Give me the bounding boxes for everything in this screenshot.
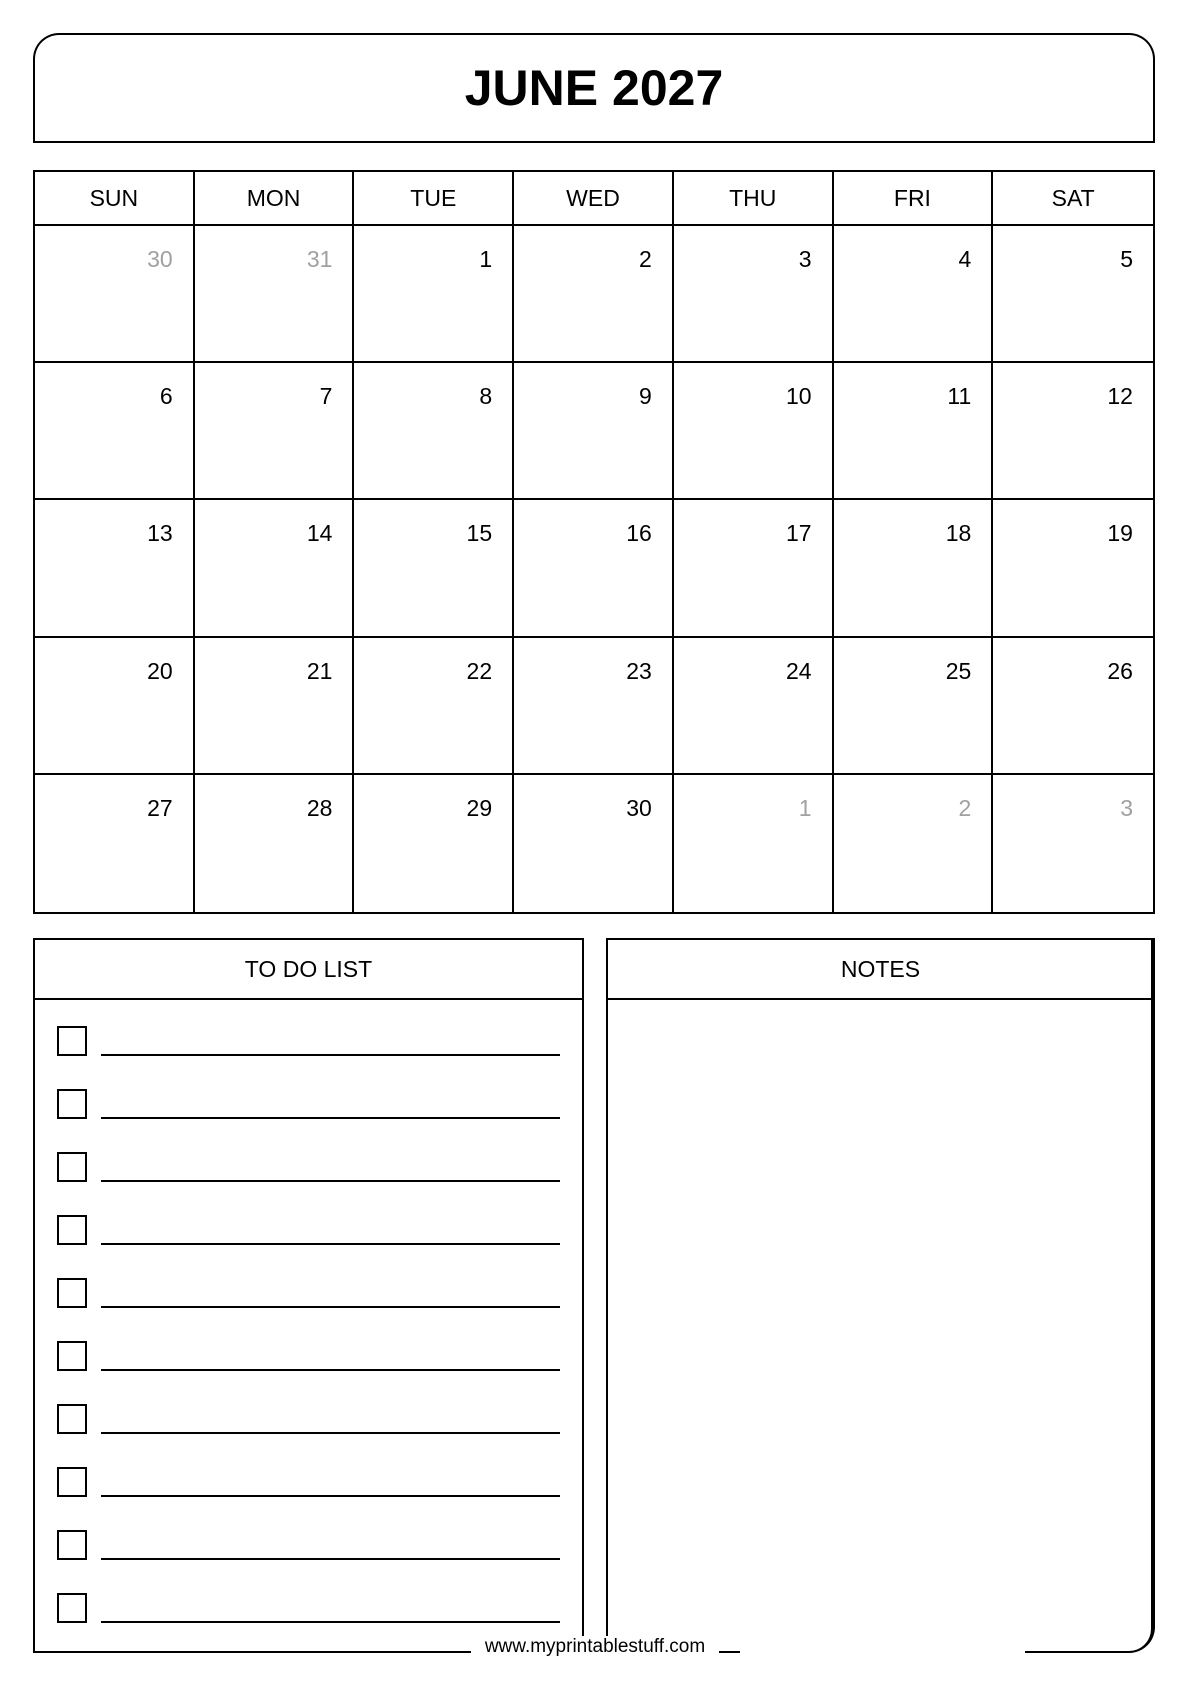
day-number: 9: [639, 383, 652, 410]
todo-write-line[interactable]: [101, 1054, 560, 1056]
day-number: 3: [1120, 794, 1133, 821]
day-number: 22: [466, 657, 493, 684]
weekday-fri: FRI: [834, 172, 994, 224]
weekday-wed: WED: [514, 172, 674, 224]
day-cell[interactable]: [514, 363, 674, 500]
day-cell[interactable]: [35, 363, 195, 500]
todo-write-line[interactable]: [101, 1243, 560, 1245]
day-cell[interactable]: [195, 500, 355, 637]
day-number: 29: [466, 794, 493, 821]
day-cell[interactable]: [514, 226, 674, 363]
day-number: 1: [798, 794, 812, 821]
todo-checkbox[interactable]: [57, 1404, 87, 1434]
day-number: 2: [958, 794, 972, 821]
day-cell[interactable]: [834, 638, 994, 775]
notes-border: [608, 940, 1153, 1653]
day-number: 21: [306, 657, 333, 684]
todo-panel: [33, 938, 584, 1653]
day-number: 2: [639, 246, 652, 272]
todo-write-line[interactable]: [101, 1558, 560, 1560]
day-number: 31: [306, 246, 333, 272]
todo-item: [57, 1026, 560, 1089]
day-number: 1: [479, 246, 493, 272]
day-cell[interactable]: [993, 775, 1153, 912]
day-cell[interactable]: [834, 775, 994, 912]
weekday-mon: MON: [195, 172, 355, 224]
todo-write-line[interactable]: [101, 1369, 560, 1371]
day-cell[interactable]: [35, 638, 195, 775]
day-cell[interactable]: [993, 500, 1153, 637]
todo-item: [57, 1467, 560, 1530]
day-number: 6: [159, 383, 173, 410]
todo-item: [57, 1089, 560, 1152]
day-number: 10: [785, 383, 812, 410]
todo-checkbox[interactable]: [57, 1278, 87, 1308]
todo-checkbox[interactable]: [57, 1530, 87, 1560]
title-box: [33, 33, 1155, 143]
day-number: 30: [626, 794, 652, 821]
todo-write-line[interactable]: [101, 1117, 560, 1119]
day-cell[interactable]: [674, 226, 834, 363]
todo-item: [57, 1215, 560, 1278]
footer-url: www.myprintablestuff.com: [471, 1636, 719, 1657]
day-number: 14: [306, 520, 333, 547]
day-number: 7: [319, 383, 333, 410]
day-cell[interactable]: [834, 226, 994, 363]
day-cell[interactable]: [674, 638, 834, 775]
todo-item: [57, 1530, 560, 1593]
day-cell[interactable]: [195, 363, 355, 500]
day-number: 27: [147, 794, 173, 821]
day-number: 16: [626, 520, 652, 547]
todo-write-line[interactable]: [101, 1621, 560, 1623]
weekday-sat: SAT: [1051, 184, 1095, 211]
day-number: 8: [479, 383, 493, 410]
weekday-sun: SUN: [35, 172, 195, 224]
day-cell[interactable]: [674, 775, 834, 912]
day-cell[interactable]: [993, 363, 1153, 500]
day-cell[interactable]: [354, 226, 514, 363]
notes-title: NOTES: [608, 940, 1153, 1000]
day-number: 4: [958, 246, 972, 272]
todo-list: [57, 1026, 560, 1656]
day-number: 24: [785, 657, 812, 684]
todo-item: [57, 1152, 560, 1215]
day-cell[interactable]: [195, 775, 355, 912]
todo-item: [57, 1341, 560, 1404]
day-number: 13: [147, 520, 173, 547]
day-number: 12: [1107, 383, 1133, 410]
day-cell[interactable]: [834, 500, 994, 637]
day-cell[interactable]: [35, 226, 195, 363]
day-number: 17: [785, 520, 812, 547]
todo-checkbox[interactable]: [57, 1026, 87, 1056]
day-number: 15: [466, 520, 493, 547]
day-number: 19: [1107, 520, 1133, 547]
day-number: 30: [147, 246, 173, 272]
todo-title: TO DO LIST: [35, 940, 582, 1000]
day-cell[interactable]: [35, 775, 195, 912]
todo-checkbox[interactable]: [57, 1089, 87, 1119]
day-cell[interactable]: [354, 775, 514, 912]
todo-item: [57, 1404, 560, 1467]
day-cell[interactable]: [674, 500, 834, 637]
day-cell[interactable]: [354, 638, 514, 775]
todo-checkbox[interactable]: [57, 1341, 87, 1371]
day-number: 3: [798, 246, 812, 272]
day-cell[interactable]: [514, 775, 674, 912]
todo-checkbox[interactable]: [57, 1152, 87, 1182]
day-cell[interactable]: [195, 226, 355, 363]
day-number: 11: [947, 383, 972, 410]
day-cell[interactable]: [354, 500, 514, 637]
page-title: JUNE 2027: [464, 60, 724, 116]
todo-checkbox[interactable]: [57, 1593, 87, 1623]
todo-checkbox[interactable]: [57, 1467, 87, 1497]
footer-gap: [740, 1640, 1025, 1660]
day-number: 5: [1120, 246, 1133, 272]
calendar-body: [35, 226, 1153, 912]
todo-write-line[interactable]: [101, 1306, 560, 1308]
day-cell[interactable]: [514, 500, 674, 637]
day-number: 23: [626, 657, 652, 684]
day-cell[interactable]: [834, 363, 994, 500]
weekday-tue: TUE: [354, 172, 514, 224]
day-cell[interactable]: [35, 500, 195, 637]
weekday-thu: THU: [674, 172, 834, 224]
todo-write-line[interactable]: [101, 1432, 560, 1434]
day-number: 26: [1107, 657, 1133, 684]
day-number: 20: [147, 657, 173, 684]
notes-panel[interactable]: [606, 938, 1155, 1653]
day-cell[interactable]: [993, 226, 1153, 363]
weekday-header-row: [35, 172, 1153, 226]
day-cell[interactable]: [514, 638, 674, 775]
calendar-grid: [33, 170, 1155, 914]
day-cell[interactable]: [993, 638, 1153, 775]
todo-checkbox[interactable]: [57, 1215, 87, 1245]
day-number: 18: [945, 520, 972, 547]
todo-item: [57, 1278, 560, 1341]
todo-write-line[interactable]: [101, 1495, 560, 1497]
day-number: 28: [306, 794, 333, 821]
day-cell[interactable]: [354, 363, 514, 500]
day-cell[interactable]: [195, 638, 355, 775]
day-number: 25: [945, 657, 972, 684]
day-cell[interactable]: [674, 363, 834, 500]
todo-write-line[interactable]: [101, 1180, 560, 1182]
